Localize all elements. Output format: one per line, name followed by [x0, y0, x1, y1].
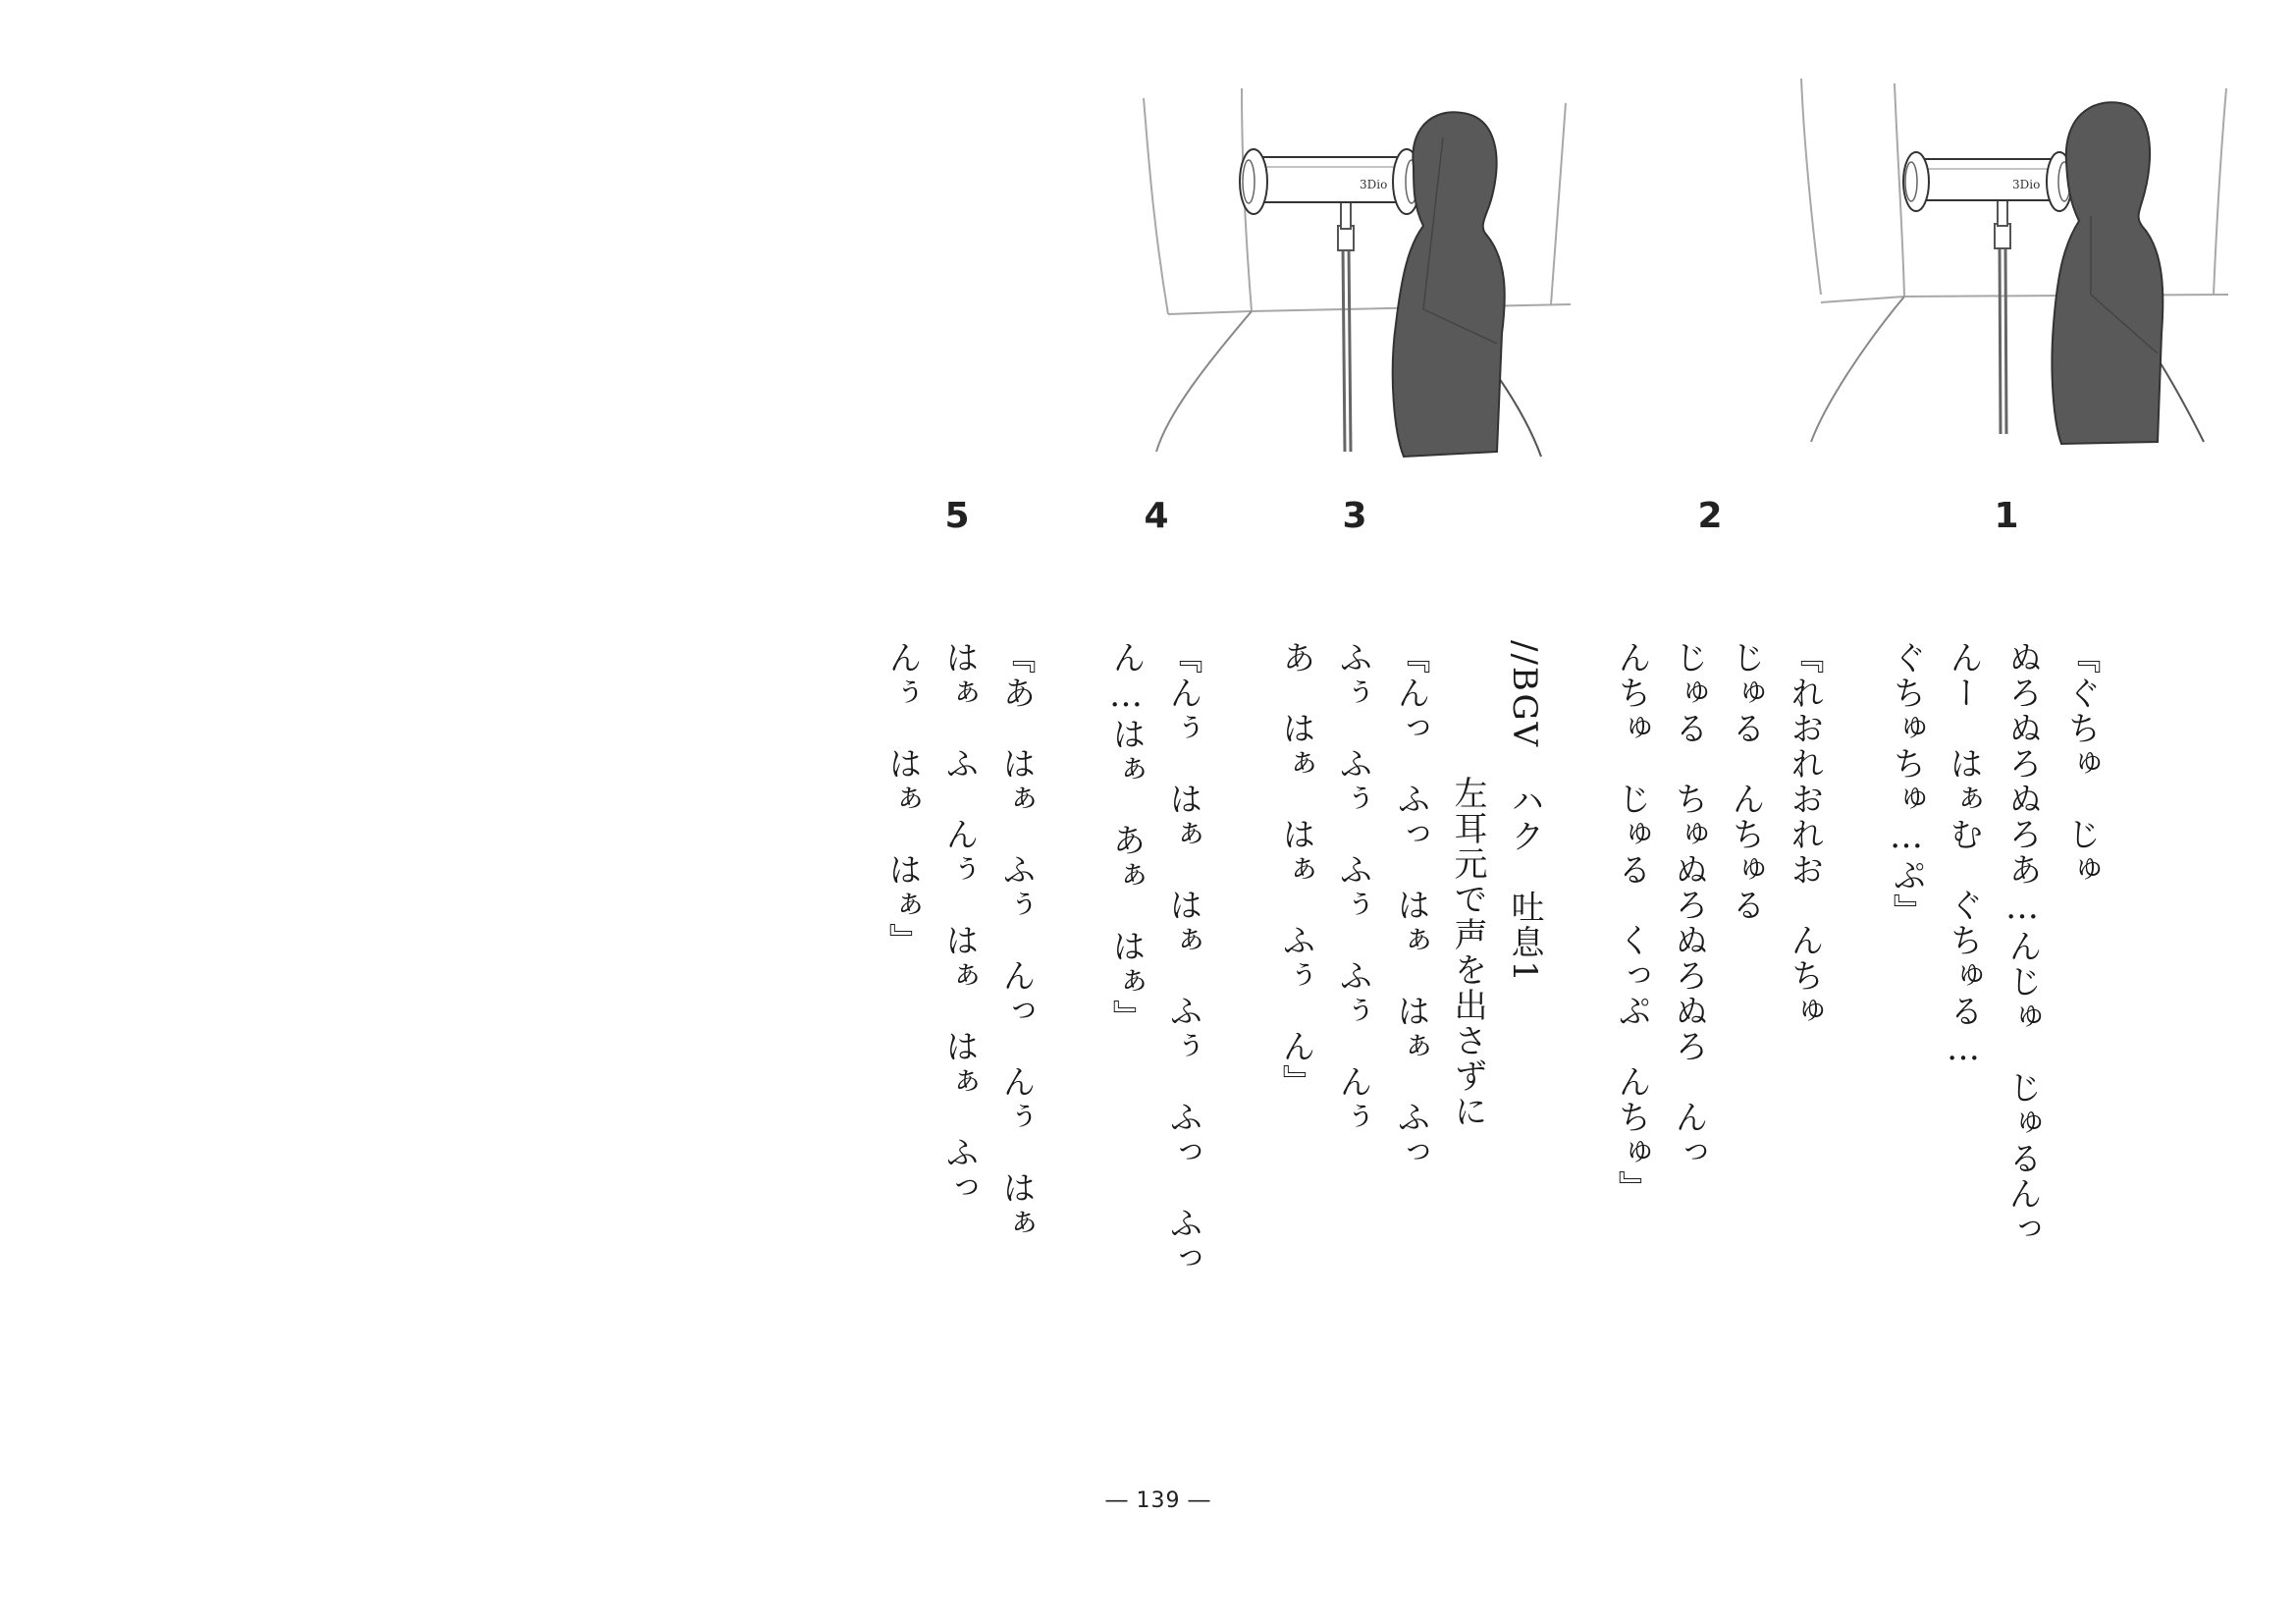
column-number-2: 2 [1697, 496, 1723, 536]
script-line-13: ん…はぁ あぁ はぁ』 [1106, 640, 1146, 1035]
binaural-mic-scene-left [1139, 79, 1590, 471]
column-number-1: 1 [1994, 496, 2019, 536]
illustration-scene-left [1139, 79, 1590, 471]
script-line-11: あ はぁ はぁ ふぅ ん』 [1276, 640, 1315, 1100]
script-line-16: んぅ はぁ はぁ』 [882, 640, 922, 958]
script-line-8: んちゅ じゅる くっぷ んちゅ』 [1612, 640, 1651, 1206]
binaural-mic-scene-right [1796, 79, 2248, 471]
script-line-15: はぁ ふ んぅ はぁ はぁ ふっ [939, 640, 979, 1206]
bgv-heading: //BGV ハク 吐息1 [1505, 640, 1544, 984]
script-line-1: 『ぐちゅ じゅ [2061, 640, 2101, 888]
person-silhouette-right [2052, 102, 2163, 444]
illustration-scene-right [1796, 79, 2248, 471]
script-line-7: じゅる ちゅぬろぬろぬろ んっ [1669, 640, 1708, 1170]
device-label-left: 3Dio [1360, 178, 1388, 191]
stage-direction: 左耳元で声を出さずに [1448, 776, 1487, 1129]
script-line-5: 『れおれおれお んちゅ [1785, 640, 1824, 1029]
script-line-9: 『んっ ふっ はぁ はぁ ふっ [1391, 640, 1430, 1170]
script-line-12: 『んぅ はぁ はぁ ふぅ ふっ ふっ [1163, 640, 1202, 1276]
device-label-right: 3Dio [2012, 178, 2041, 191]
column-number-3: 3 [1342, 496, 1367, 536]
script-line-3: んー はぁむ ぐちゅる… [1944, 640, 1983, 1070]
column-number-4: 4 [1144, 496, 1169, 536]
page-number: ― 139 ― [1105, 1489, 1211, 1513]
script-line-6: じゅる んちゅる [1726, 640, 1765, 923]
script-line-14: 『あ はぁ ふぅ んっ んぅ はぁ [996, 640, 1036, 1241]
script-line-4: ぐちゅちゅ…ぷ』 [1887, 640, 1926, 929]
script-line-2: ぬろぬろぬろあ…んじゅ じゅるんっ [2002, 640, 2042, 1247]
script-line-10: ふぅ ふぅ ふぅ ふぅ んぅ [1333, 640, 1372, 1135]
column-number-5: 5 [944, 496, 970, 536]
